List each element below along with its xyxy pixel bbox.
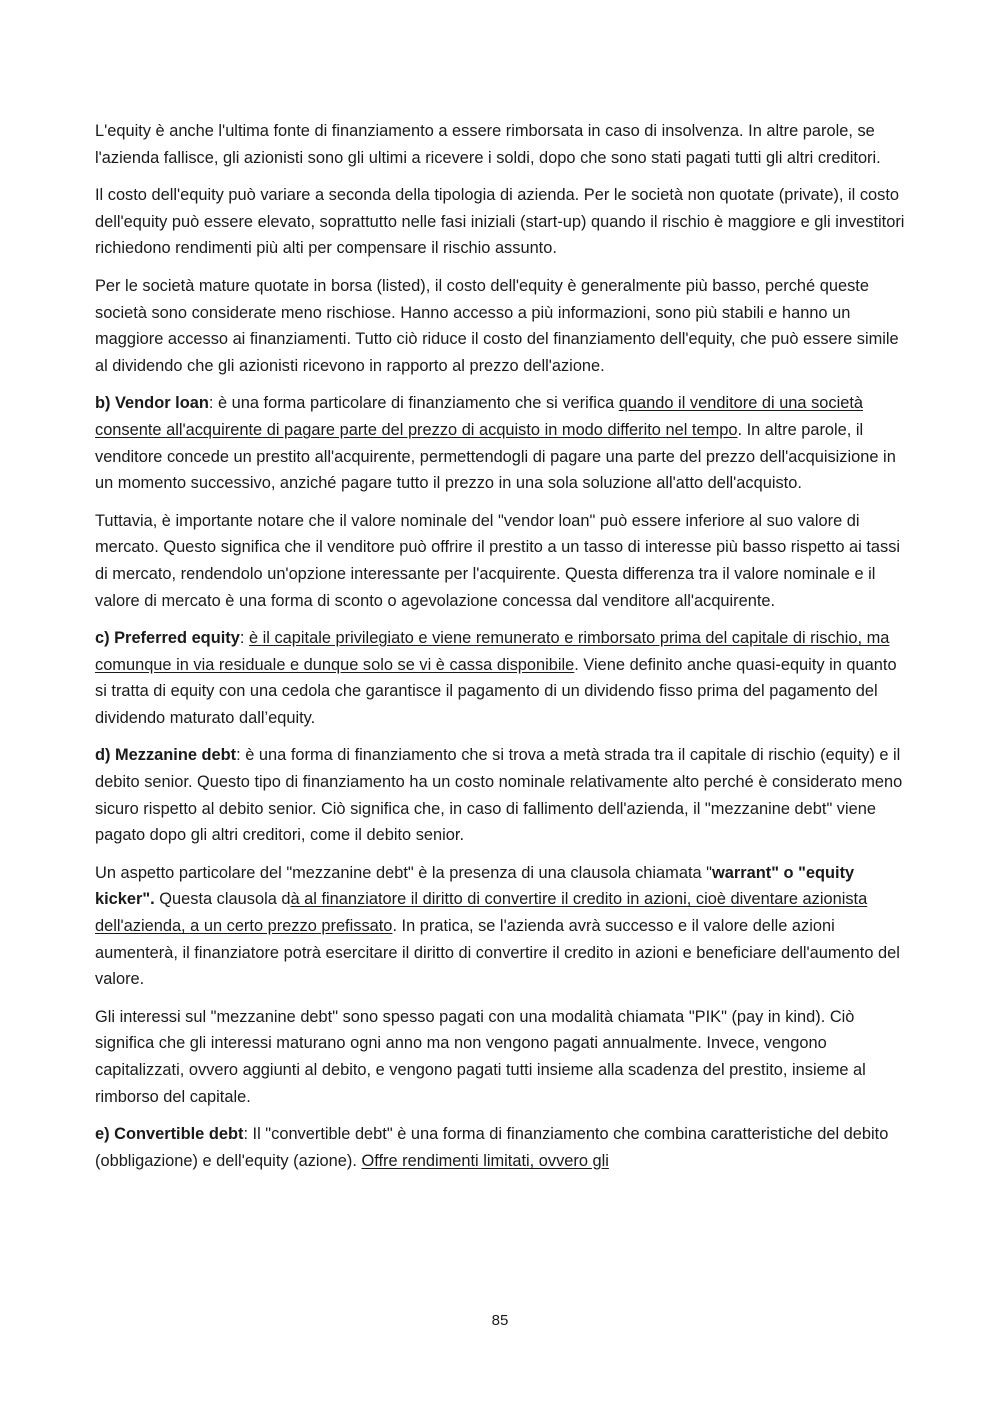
paragraph xyxy=(95,508,907,614)
paragraph-text: : è una forma particolare di finanziamento che si verifica xyxy=(208,394,619,413)
paragraph xyxy=(95,273,907,379)
paragraph-text: L'equity è anche l'ultima fonte di finanziamento a essere rimborsata in caso di insolvenza. In altre parole, se l'azienda fallisce, gli azionisti sono gli ultimi a ricevere i soldi, dopo che sono stati pagati tutti gli altri creditori. xyxy=(95,122,881,167)
paragraph-text: Tuttavia, è importante notare che il valore nominale del "vendor loan" può essere inferiore al suo valore di mercato. Questo significa che il venditore può offrire il prestito a un tasso di interesse più basso rispetto ai tassi di mercato, rendendolo un'opzione interessante per l'acquirente. Questa differenza tra il valore nominale e il valore di mercato è una forma di sconto o agevolazione concessa dal venditore all'acquirente. xyxy=(95,511,901,610)
paragraph xyxy=(95,742,907,848)
paragraph-text: Per le società mature quotate in borsa (listed), il costo dell'equity è generalmente più basso, perché queste società sono considerate meno rischiose. Hanno accesso a più informazioni, sono più stabili e hanno un maggiore accesso ai finanziamenti. Tutto ciò riduce il costo del finanziamento dell'equity, che può essere simile al dividendo che gli azionisti ricevono in rapporto al prezzo dell'azione. xyxy=(95,276,899,375)
paragraph-text: : Il "convertible debt" è una forma di finanziamento che combina caratteristiche del debito (obbligazione) e dell'equity (azione). xyxy=(95,1125,889,1170)
paragraph-text: : è una forma di finanziamento che si trova a metà strada tra il capitale di rischio (equity) e il debito senior. Questo tipo di finanziamento ha un costo nominale relativamente alto perché è considerato meno sicuro rispetto al debito senior. Ciò significa che, in caso di fallimento dell'azienda, il "mezzanine debt" viene pagato dopo gli altri creditori, come il debito senior. xyxy=(95,746,903,845)
paragraph-text: Gli interessi sul "mezzanine debt" sono spesso pagati con una modalità chiamata "PIK" (pay in kind). Ciò significa che gli interessi maturano ogni anno ma non vengono pagati annualmente. Invece, vengono capitalizzati, ovvero aggiunti al debito, e vengono pagati tutti insieme alla scadenza del prestito, insieme al rimborso del capitale. xyxy=(95,1007,866,1106)
paragraph xyxy=(95,182,907,262)
paragraph xyxy=(95,390,907,496)
bold-term: e) Convertible debt xyxy=(95,1125,244,1144)
paragraph-text: Il costo dell'equity può variare a seconda della tipologia di azienda. Per le società non quotate (private), il costo dell'equity può essere elevato, soprattutto nelle fasi iniziali (start-up) quando il rischio è maggiore e gli investitori richiedono rendimenti più alti per compensare il rischio assunto. xyxy=(95,186,905,258)
bold-term: b) Vendor loan xyxy=(95,394,209,413)
bold-term: d) Mezzanine debt xyxy=(95,746,237,765)
paragraph xyxy=(95,625,907,731)
paragraph-text: : xyxy=(239,629,249,648)
paragraph-text: . In altre parole, il venditore concede un prestito all'acquirente, permettendogli di pagare una parte del prezzo dell'acquisizione in un momento successivo, anziché pagare tutto il prezzo in una sola soluzione all'atto dell'acquisto. xyxy=(95,420,896,493)
document-body xyxy=(95,118,907,1185)
paragraph-text: Un aspetto particolare del "mezzanine debt" è la presenza di una clausola chiamata " xyxy=(95,863,712,882)
bold-term: c) Preferred equity xyxy=(95,629,240,648)
paragraph xyxy=(95,118,907,171)
paragraph xyxy=(95,860,907,993)
paragraph-text: . Viene definito anche quasi-equity in quanto si tratta di equity con una cedola che garantisce il pagamento di un dividendo fisso prima del pagamento del dividendo maturato dall’equity. xyxy=(95,655,897,727)
paragraph xyxy=(95,1121,907,1174)
paragraph-text: . In pratica, se l'azienda avrà successo e il valore delle azioni aumenterà, il finanziatore potrà esercitare il diritto di convertire il credito in azioni e beneficiare dell'aumento del valore. xyxy=(95,917,900,989)
page-number: 85 xyxy=(491,1312,509,1329)
paragraph-text: Questa clausola d xyxy=(154,890,291,909)
underlined-text: à al finanziatore il diritto di convertire il credito in azioni, cioè diventare azionista dell'azienda, a un certo prezzo prefissato xyxy=(95,890,868,936)
underlined-text: Offre rendimenti limitati, ovvero gli xyxy=(361,1151,609,1170)
underlined-text: quando il venditore di una società consente all'acquirente di pagare parte del prezzo di acquisto in modo differito nel tempo xyxy=(95,394,864,439)
underlined-text: è il capitale privilegiato e viene remunerato e rimborsato prima del capitale di rischio, ma comunque in via residuale e dunque solo se vi è cassa disponibile xyxy=(95,629,890,674)
paragraph xyxy=(95,1004,907,1110)
bold-term: warrant" o "equity kicker". xyxy=(95,863,855,909)
